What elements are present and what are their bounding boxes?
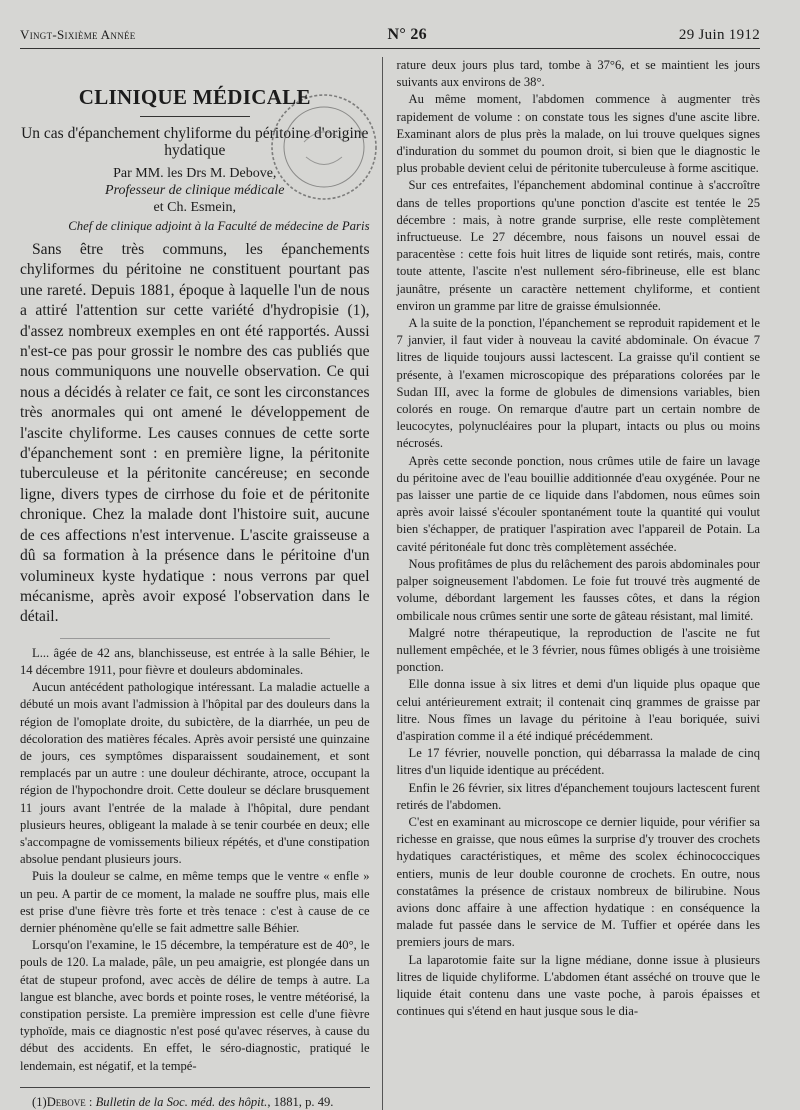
body-paragraph: Sur ces entrefaites, l'épanchement abdominal continue à s'accroître dans de telles proportions qu'une ponction d'ascite est tentée le 25 décembre : mais, à notre grande surprise, elle reste complètement infructueuse. Le 27 décembre, nous faisons un nouvel essai de paracentèse : cette fois huit litres de liquide sont retirés, mais, contre toute attente, l'ascite n'est nullement séro-fibrineuse, elle est blanc jaunâtre, présente un caractère nettement chyliforme, et contient environ un gramme par litre de graisse émulsionnée. <box>396 178 760 313</box>
introduction-paragraph: Sans être très communs, les épanchements chyliformes du péritoine ne constituent pourtant pas une rareté. Depuis 1881, époque à laquelle l'un de nous a attiré l'attention sur cette variété d'hydropisie (1), d'assez nombreux exemples en ont été rapportés. Aussi n'est-ce pas pour grossir le nombre des cas publiés que nous communiquons une nouvelle observation. Ce qui nous a décidés à relater ce fait, ce sont les circonstances très anormales qui ont amené le développement de l'ascite chyliforme. Les causes connues de cette sorte d'épanchement sont : en première ligne, la péritonite tuberculeuse et la péritonite cancéreuse; en seconde ligne, divers types de cirrhose du foie et de péritonite chronique. Chez la malade dont l'histoire suit, aucune de ces affections n'est intervenue. L'ascite graisseuse a dû sa formation à la présence dans le péritoine d'un volumineux kyste hydatique : nous verrons par quel mécanisme, après avoir exposé l'observation dans le détail. <box>20 241 370 626</box>
footnote-separator: : <box>85 1094 96 1109</box>
body-paragraph: A la suite de la ponction, l'épanchement se reproduit rapidement et le 7 janvier, il faut vider à nouveau la cavité abdominale. On évacue 7 litres de liquide toujours aussi lactescent. La graisse qu'il contient se présente, à l'examen microscopique des préparations colorées par le Sudan III, avec la forme de globules de dimensions variables, bien colorés en rouge. On remarque d'autre part un certain nombre de leucocytes, polynucléaires pour la plupart, intacts ou plus ou moins nécrosés. <box>396 316 760 451</box>
byline <box>20 165 370 216</box>
author-debove: Par MM. les Drs M. Debove, <box>113 166 277 181</box>
running-head-issue: N° 26 <box>387 26 427 43</box>
body-paragraph: Au même moment, l'abdomen commence à augmenter très rapidement de volume : on constate tous les signes d'une ascite libre. Examinant alors de plus près la malade, on lui trouve quelques signes d'induration du sommet du poumon droit, si bien que le diagnostic le plus probable devient celui de péritonite tuberculeuse à forme ascitique. <box>396 92 760 176</box>
observation-block <box>20 645 370 1075</box>
left-column <box>20 57 383 1110</box>
footnote-author: Debove <box>46 1094 86 1109</box>
observation-paragraph: Lorsqu'on l'examine, le 15 décembre, la température est de 40°, le pouls de 120. La malade, pâle, un peu amaigrie, est plongée dans un état de stupeur profond, avec accès de délire de temps à autre. La langue est blanche, avec bords et pointe roses, le ventre météorisé, la constipation persiste. La première impression est celle d'une fièvre typhoïde, mais ce diagnostic n'est posé qu'avec réserves, à cause du début des accidents. En effet, le séro-diagnostic, pratiqué le lendemain, est négatif, et la tempé- <box>20 938 370 1073</box>
right-column <box>383 57 760 1110</box>
section-title: CLINIQUE MÉDICALE <box>78 85 311 109</box>
body-paragraph: Le 17 février, nouvelle ponction, qui débarrassa la malade de cinq litres d'un liquide identique au précédent. <box>396 746 760 778</box>
article-title: Un cas d'épanchement chyliforme du péritoine d'origine hydatique <box>21 125 369 159</box>
author-esmein: et Ch. Esmein, <box>153 200 236 215</box>
body-paragraph: Elle donna issue à six litres et demi d'un liquide plus opaque que celui antérieurement extrait; il contenait cinq grammes de graisse par litre. Nous fîmes un lavage du péritoine à l'eau boriquée, suivi d'aspiration comme il a été indiqué précédemment. <box>396 677 760 743</box>
body-paragraph: Après cette seconde ponction, nous crûmes utile de faire un lavage du péritoine avec de l'eau bouillie additionnée d'eau oxygénée. Pour ne pas laisser une partie de ce liquide dans l'abdomen, nous eûmes soin après avoir laissé s'écouler spontanément toute la quantité qui voulut bien s'échapper, de pratiquer l'aspiration avec l'appareil de Potain. La cavité péritonéale fut donc très complètement asséchée. <box>396 453 760 554</box>
body-paragraph: Nous profitâmes de plus du relâchement des parois abdominales pour palper soigneusement l'abdomen. Le foie fut trouvé très augmenté de volume, débordant largement les fausses côtes, et dans la région ombilicale nous crûmes sentir une sorte de gâteau résistant, mal limité. <box>396 556 760 623</box>
footnote-rule <box>20 1087 370 1088</box>
footnote-citation: , 1881, p. 49. <box>267 1094 334 1109</box>
footnote <box>20 1094 370 1110</box>
author-esmein-affiliation: Chef de clinique adjoint à la Faculté de médecine de Paris <box>68 219 370 233</box>
running-head-volume: Vingt-Sixième Année <box>20 27 136 42</box>
two-column-body <box>20 57 760 1110</box>
observation-paragraph: Puis la douleur se calme, en même temps que le ventre « enfle » un peu. A partir de ce moment, la malade ne souffre plus, mais elle est prise d'une fièvre très forte et très tenace : c'est à cause de ce dernier phénomène qu'elle se fait admettre salle Béhier. <box>20 869 370 935</box>
footnote-marker: (1) <box>32 1094 47 1109</box>
body-paragraph: rature deux jours plus tard, tombe à 37°6, et se maintient les jours suivants aux environs de 38°. <box>396 58 760 90</box>
observation-paragraph: L... âgée de 42 ans, blanchisseuse, est entrée à la salle Béhier, le 14 décembre 1911, pour fièvre et douleurs abdominales. <box>20 645 370 677</box>
footnote-journal: Bulletin de la Soc. méd. des hôpit. <box>95 1094 268 1109</box>
section-separator <box>60 638 330 639</box>
running-head-date: 29 Juin 1912 <box>678 27 760 43</box>
body-paragraph: Enfin le 26 février, six litres d'épanchement toujours lactescent furent retirés de l'abdomen. <box>396 780 760 812</box>
observation-paragraph: Aucun antécédent pathologique intéressant. La maladie actuelle a débuté un mois avant l'admission à l'hôpital par des douleurs dans la région de l'omoplate droite, du subictère, de la diarrhée, un peu de décoloration des matières fécales. Après avoir persisté une quinzaine de jours, ces symptômes disparaissent soudainement, et sont remplacés par un autre : une douleur déchirante, atroce, occupant la région de l'hypochondre droit. Cette douleur se déclare brusquement 11 jours avant l'entrée de la malade à l'hôpital, dure pendant plusieurs heures, obligeant la malade à se tenir courbée en deux; elle s'accompagne de vomissements bilieux répétés, et d'une constipation absolue pendant plusieurs jours. <box>20 680 370 867</box>
title-rule <box>140 116 250 117</box>
running-head <box>20 22 760 49</box>
body-paragraph: La laparotomie faite sur la ligne médiane, donne issue à plusieurs litres de liquide chyliforme. L'abdomen étant asséché on trouve que le liquide était contenu dans une vaste poche, à parois épaisses et continues qui s'étend en haut jusque sous le dia- <box>396 952 760 1019</box>
author-debove-role: Professeur de clinique médicale <box>105 183 285 198</box>
body-paragraph: Malgré notre thérapeutique, la reproduction de l'ascite ne fut nullement empêchée, et le 3 février, nous fûmes obligés à une troisième ponction. <box>396 625 760 675</box>
body-paragraph: C'est en examinant au microscope ce dernier liquide, pour vérifier sa richesse en graisse, que nous eûmes la surprise d'y trouver des crochets hydatiques caractéristiques, et même des scolex échinococciques entiers, munis de leur double couronne de crochets. En outre, nous constatâmes la présence de cristaux nombreux de bilirubine. Nous avions donc affaire à une affection hydatique : en conséquence la malade fut passée dans le service de M. Tuffier et opérée dans les premiers jours de mars. <box>396 814 760 950</box>
